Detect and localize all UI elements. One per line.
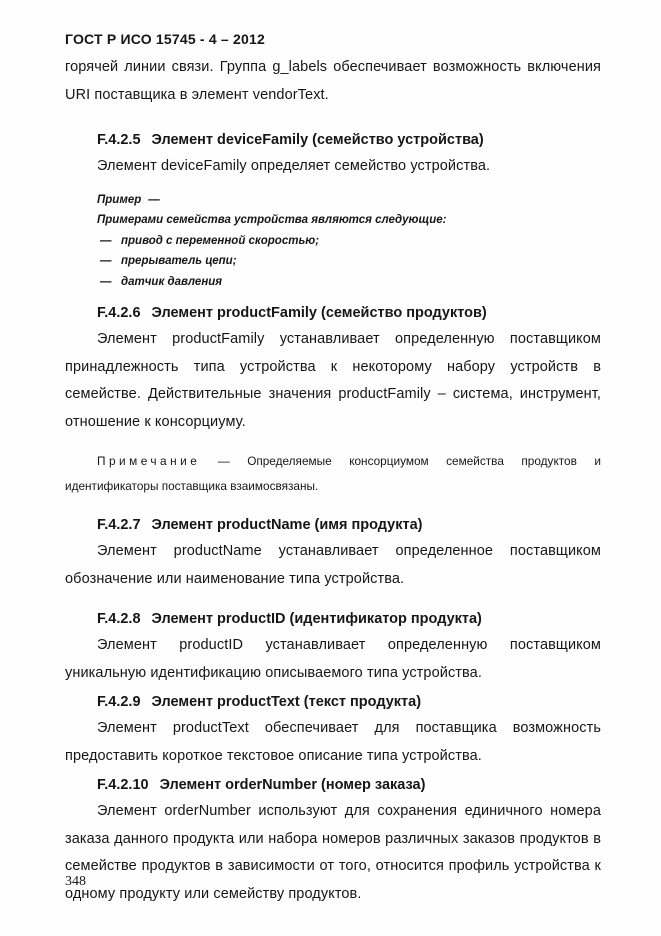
section-body-f429: Элемент productText обеспечивает для поставщика возможность предоставить короткое текстовое описание типа устройства. (65, 720, 601, 764)
section-title: Элемент productText (текст продукта) (151, 694, 422, 710)
section-heading-f427 (97, 516, 601, 535)
section-number: F.4.2.9 (97, 694, 141, 710)
example-block (97, 190, 601, 293)
example-item-text: прерыватель цепи; (121, 255, 237, 267)
section-heading-f429 (97, 693, 601, 712)
list-dash: — (100, 275, 112, 288)
example-item-text: датчик давления (121, 275, 223, 288)
example-label-line (97, 190, 601, 211)
example-label: Пример (97, 193, 142, 206)
section-heading-f428 (97, 610, 601, 629)
section-heading-f425 (97, 131, 601, 150)
section-body-f427: Элемент productName устанавливает определенное поставщиком обозначение или наименование типа устройства. (65, 543, 601, 587)
section-body-f4210: Элемент orderNumber используют для сохранения единичного номера заказа данного продукта или набора номеров различных заказов продуктов в семействе продуктов в зависимости от того, относится профиль устройства к одному продукту или семейству продуктов. (65, 803, 601, 902)
section-number: F.4.2.6 (97, 305, 141, 321)
page-number: 348 (65, 874, 86, 889)
section-number: F.4.2.8 (97, 611, 141, 627)
note-label: Примечание (97, 454, 201, 468)
running-header: ГОСТ Р ИСО 15745 - 4 – 2012 (65, 31, 265, 47)
section-heading-f426 (97, 304, 601, 323)
intro-paragraph: горячей линии связи. Группа g_labels обеспечивает возможность включения URI поставщика в элемент vendorText. (65, 59, 601, 103)
list-dash: — (100, 255, 112, 267)
section-body-f426: Элемент productFamily устанавливает определенную поставщиком принадлежность типа устройства к некоторому набору устройств в семействе. Действительные значения productFamily – система, инструмент, отношение к консорциуму. (65, 331, 601, 430)
list-dash: — (100, 234, 112, 247)
section-number: F.4.2.10 (97, 777, 149, 793)
note-paragraph (65, 449, 601, 499)
section-number: F.4.2.5 (97, 132, 141, 148)
section-body-f425: Элемент deviceFamily определяет семейство устройства. (97, 158, 491, 174)
section-title: Элемент productName (имя продукта) (151, 517, 423, 533)
example-item (100, 251, 601, 272)
section-heading-f4210 (97, 776, 601, 795)
example-intro: Примерами семейства устройства являются следующие: (97, 214, 447, 226)
section-title: Элемент deviceFamily (семейство устройства) (151, 132, 484, 148)
section-title: Элемент productID (идентификатор продукта) (151, 611, 482, 627)
example-dash: — (148, 193, 159, 206)
section-title: Элемент productFamily (семейство продуктов) (151, 305, 487, 321)
example-item (100, 272, 601, 293)
example-item (100, 231, 601, 252)
example-item-text: привод с переменной скоростью; (121, 234, 320, 247)
section-title: Элемент orderNumber (номер заказа) (159, 777, 426, 793)
section-body-f428: Элемент productID устанавливает определенную поставщиком уникальную идентификацию описываемого типа устройства. (65, 637, 601, 681)
note-text: Определяемые консорциумом семейства продуктов и идентификаторы поставщика взаимосвязаны. (65, 454, 601, 493)
note-dash: — (217, 454, 230, 468)
section-number: F.4.2.7 (97, 517, 141, 533)
